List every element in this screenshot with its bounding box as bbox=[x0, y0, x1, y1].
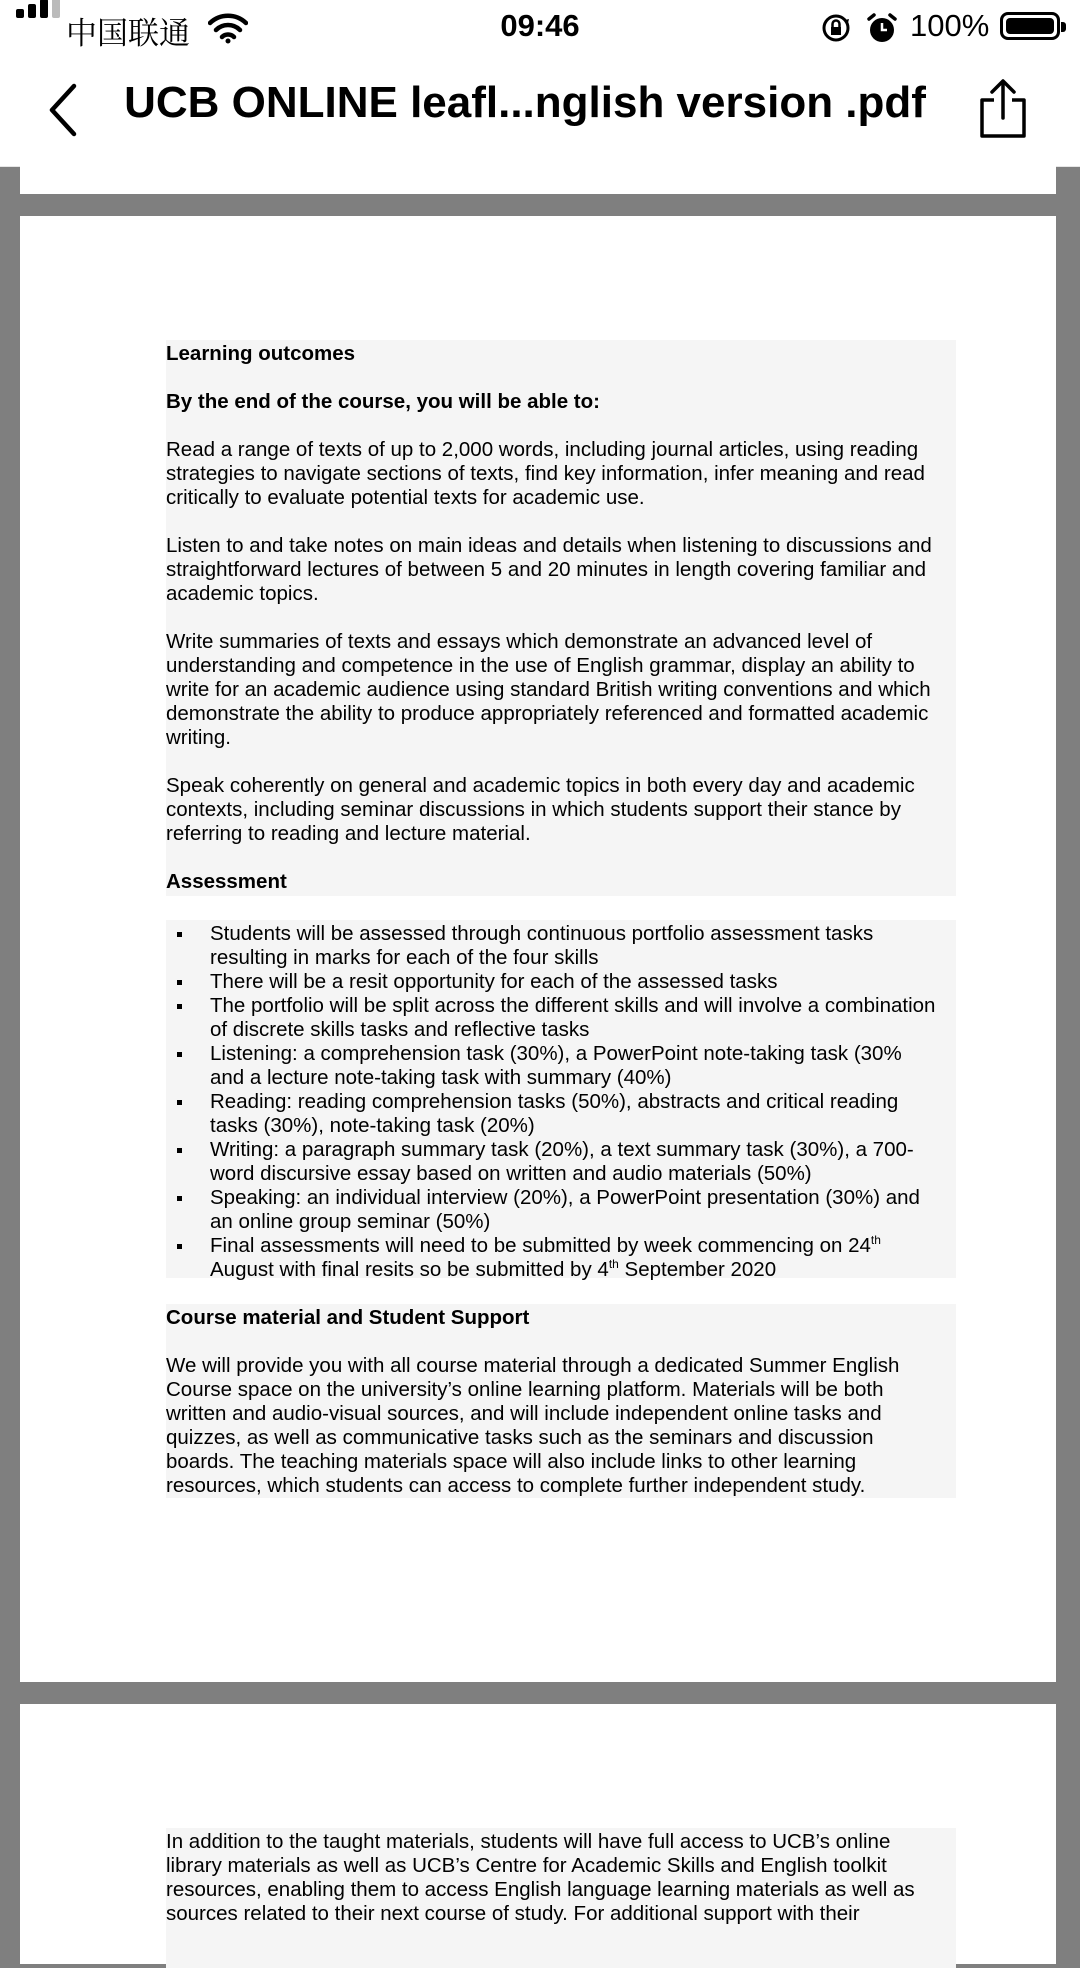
bullet-marker bbox=[177, 1148, 182, 1153]
bullet-marker bbox=[177, 1100, 182, 1105]
status-bar bbox=[0, 0, 1080, 56]
list-item: Students will be assessed through continuous portfolio assessment tasks resulting in marks for each of the four skills bbox=[210, 922, 874, 969]
list-item: Writing: a paragraph summary task (20%), a text summary task (30%), a 700- word discursive essay based on written and audio materials (50%) bbox=[210, 1138, 914, 1185]
learning-outcomes-intro: By the end of the course, you will be able to: bbox=[166, 390, 600, 413]
bullet-marker bbox=[177, 1196, 182, 1201]
outcome-listening: Listen to and take notes on main ideas and details when listening to discussions and straightforward lectures of between 5 and 20 minutes in length covering familiar and academic topics. bbox=[166, 534, 932, 605]
bullet-marker bbox=[177, 980, 182, 985]
pdf-page bbox=[20, 216, 1056, 1682]
learning-outcomes-heading: Learning outcomes bbox=[166, 342, 356, 365]
carrier-name: 中国联通 bbox=[66, 16, 190, 51]
support-continued-paragraph: In addition to the taught materials, students will have full access to UCB’s online library materials as well as UCB’s Centre for Academic Skills and English toolkit resources, enabling them to access English language learning materials as well as sources related to their next course of study. For additional support with their bbox=[166, 1830, 915, 1925]
list-item: The portfolio will be split across the different skills and will involve a combination of discrete skills tasks and reflective tasks bbox=[210, 994, 936, 1041]
pdf-page-next bbox=[20, 1704, 1056, 1964]
bullet-marker bbox=[177, 1244, 182, 1249]
list-item: Reading: reading comprehension tasks (50%), abstracts and critical reading tasks (30%), note-taking task (20%) bbox=[210, 1090, 899, 1137]
assessment-heading: Assessment bbox=[166, 870, 287, 893]
navigation-bar bbox=[0, 56, 1080, 167]
list-item: Listening: a comprehension task (30%), a PowerPoint note-taking task (30% and a lecture note-taking task with summary (40%) bbox=[210, 1042, 902, 1089]
outcome-writing: Write summaries of texts and essays which demonstrate an advanced level of understanding and competence in the use of English grammar, display an ability to write for an academic audience using standard British writing conventions and which demonstrate the ability to produce appropriately referenced and formatted academic writing. bbox=[166, 630, 931, 749]
support-heading: Course material and Student Support bbox=[166, 1306, 530, 1329]
bullet-marker bbox=[177, 1004, 182, 1009]
list-item: Speaking: an individual interview (20%), a PowerPoint presentation (30%) and an online group seminar (50%) bbox=[210, 1186, 920, 1233]
clock: 09:46 bbox=[500, 8, 580, 43]
battery-icon bbox=[1000, 12, 1060, 40]
outcome-reading: Read a range of texts of up to 2,000 words, including journal articles, using reading strategies to navigate sections of texts, find key information, infer meaning and read critically to evaluate potential texts for academic use. bbox=[166, 438, 925, 509]
document-title: UCB ONLINE leafl...nglish version .pdf bbox=[124, 78, 926, 127]
list-item: There will be a resit opportunity for each of the assessed tasks bbox=[210, 970, 778, 993]
battery-percent: 100% bbox=[910, 8, 990, 43]
share-icon[interactable] bbox=[976, 78, 1030, 142]
bullet-marker bbox=[177, 932, 182, 937]
rotation-lock-icon bbox=[820, 12, 852, 44]
outcome-speaking: Speak coherently on general and academic topics in both every day and academic contexts, including seminar discussions in which students support their stance by referring to reading and lecture material. bbox=[166, 774, 915, 845]
support-paragraph: We will provide you with all course material through a dedicated Summer English Course space on the university’s online learning platform. Materials will be both written and audio-visual sources, and will include independent online tasks and quizzes, as well as communicative tasks such as the seminars and discussion boards. The teaching materials space will also include links to other learning resources, which students can access to complete further independent study. bbox=[166, 1354, 900, 1497]
alarm-icon bbox=[866, 12, 898, 44]
bullet-marker bbox=[177, 1052, 182, 1057]
list-item: Final assessments will need to be submitted by week commencing on 24th August with final resits so be submitted by 4th September 2020 bbox=[210, 1233, 881, 1281]
previous-page bbox=[20, 166, 1056, 194]
chevron-left-icon[interactable] bbox=[40, 78, 88, 142]
